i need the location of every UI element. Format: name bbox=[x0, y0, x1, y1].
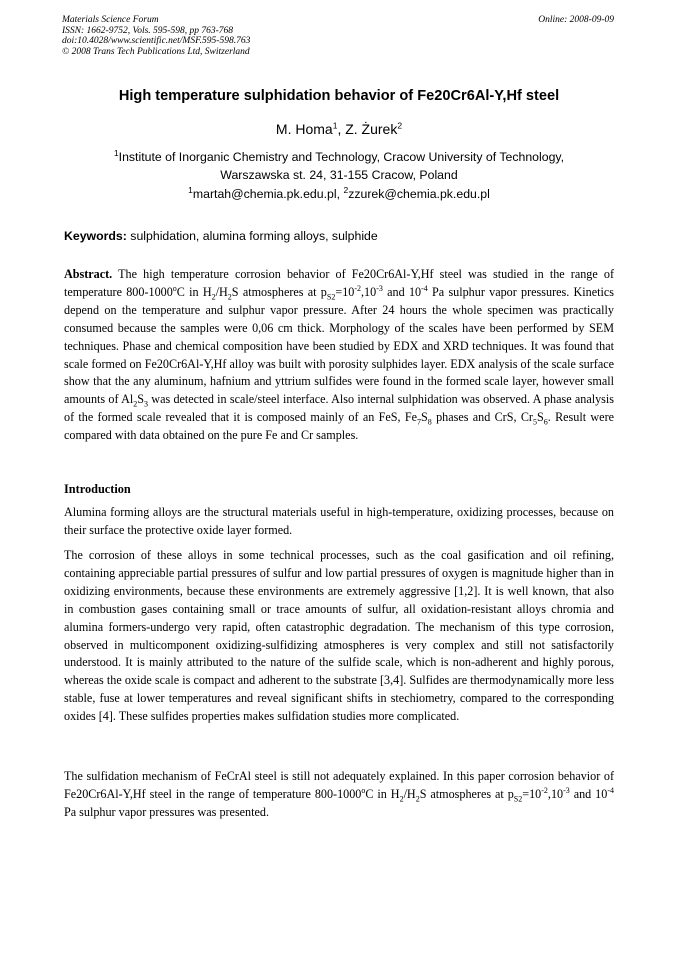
paper-title: High temperature sulphidation behavior of Fe20Cr6Al-Y,Hf steel bbox=[118, 88, 560, 104]
section-heading-introduction: Introduction bbox=[64, 482, 131, 496]
email-line bbox=[0, 184, 678, 201]
author-separator: , bbox=[337, 121, 346, 137]
author-list bbox=[0, 121, 678, 137]
paragraph-text: The sulfidation mechanism of FeCrAl steel is still not adequately explained. In this paper corrosion behavior of Fe20Cr6Al-Y,Hf steel in the range of temperature 800-1000 bbox=[64, 769, 614, 801]
subscript: 2 bbox=[415, 794, 420, 804]
abstract-text: . Result were compared with data obtained on the pure Fe and Cr samples. bbox=[64, 410, 614, 443]
abstract-text: =10 bbox=[335, 284, 355, 299]
abstract-label: Abstract. bbox=[64, 267, 113, 281]
abstract-text: S atmospheres at p bbox=[231, 284, 327, 299]
subscript: 6 bbox=[543, 417, 548, 427]
superscript: -3 bbox=[376, 283, 383, 293]
paragraph-text: C in H bbox=[365, 786, 400, 801]
email-address: martah@chemia.pk.edu.pl bbox=[192, 187, 337, 201]
paragraph-text: ,10 bbox=[547, 786, 564, 801]
abstract-text: C in H bbox=[176, 284, 212, 299]
email-mark: 1 bbox=[188, 184, 193, 195]
subscript: 2 bbox=[399, 794, 404, 804]
superscript: -3 bbox=[563, 785, 570, 795]
affiliation-address: Warszawska st. 24, 31-155 Cracow, Poland bbox=[220, 168, 458, 182]
affiliation bbox=[0, 148, 678, 184]
paragraph-text: /H bbox=[403, 786, 416, 801]
email-separator: , bbox=[336, 187, 344, 201]
affiliation-text: Institute of Inorganic Chemistry and Technology, Cracow University of Technology, bbox=[118, 150, 565, 164]
subscript: S2 bbox=[326, 292, 336, 302]
abstract-text: The high temperature corrosion behavior of Fe20Cr6Al-Y,Hf steel was studied in the range of temperature 800-1000 bbox=[64, 267, 614, 299]
keywords-text: sulphidation, alumina forming alloys, sulphide bbox=[126, 229, 378, 243]
abstract-text: was detected in scale/steel interface. Also internal sulphidation was observed. A phase analysis of the formed scale revealed that it is composed mainly of an FeS, Fe bbox=[64, 392, 614, 425]
subscript: 7 bbox=[417, 417, 421, 427]
copyright-line: © 2008 Trans Tech Publications Ltd, Switzerland bbox=[62, 46, 250, 57]
affiliation-mark: 1 bbox=[113, 147, 119, 158]
abstract-text: and 10 bbox=[382, 284, 422, 299]
keywords bbox=[64, 229, 614, 243]
intro-paragraph-3 bbox=[64, 768, 614, 822]
journal-name: Materials Science Forum bbox=[62, 15, 159, 25]
subscript: 2 bbox=[211, 292, 216, 302]
abstract-paragraph bbox=[64, 266, 614, 445]
paragraph-text: Pa sulphur vapor pressures was presented. bbox=[64, 804, 269, 819]
abstract-text: S bbox=[137, 392, 145, 407]
abstract-text: ,10 bbox=[361, 284, 377, 299]
doi-line: doi:10.4028/www.scientific.net/MSF.595-598.763 bbox=[62, 36, 251, 47]
paragraph-text: and 10 bbox=[569, 786, 608, 801]
abstract-text: /H bbox=[215, 284, 228, 299]
author-affiliation-mark: 2 bbox=[397, 120, 403, 131]
abstract-text: Pa sulphur vapor pressures. Kinetics depend on the temperature and sulphur vapor pressure. After 24 hours the whole specimen was practically consumed because the samples were 0,06 cm thick. Morphology of the scales have been performed by SEM techniques. Phase and chemical composition have been studied by EDX and XRD techniques. It was found that scale formed on Fe20Cr6Al-Y,Hf alloy was built with porosity sulphides layer. EDX analysis of the scale surface show that the any aluminum, hafnium and yttrium sulfides were found in the formed scale layer, however small amounts of Al bbox=[64, 284, 614, 407]
abstract-text: phases and CrS, Cr bbox=[431, 410, 533, 425]
author-affiliation-mark: 1 bbox=[332, 120, 338, 131]
paragraph-text: =10 bbox=[522, 786, 542, 801]
intro-paragraph-2: The corrosion of these alloys in some technical processes, such as the coal gasification and oil refining, containing appreciable partial pressures of sulfur and low partial pressures of oxygen is magnitude higher than in oxidizing environments, because these environments are extremely aggressive [1,2]. It is well known, that also in combustion gases containing small or trace amounts of sulfur, all oxidation-resistant alloys chromia and alumina formers-undergo very rapid, often catastrophic degradation. The mechanism of this type corrosion, observed in multicomponent oxidizing-sulfidizing atmospheres is very complex and still not satisfactorily understood. It is mainly attributed to the nature of the sulfide scale, which is non-adherent and highly porous, whereas the oxide scale is compact and adherent to the substrate [3,4]. Sulfides are thermodynamically more less stable, fuse at lower temperatures and reveal significant shifts in stechiometry, compared to the corresponding oxides [4]. These sulfides properties makes sulfidation studies more complicated. bbox=[64, 548, 614, 724]
subscript: 2 bbox=[133, 399, 138, 409]
subscript: 3 bbox=[144, 399, 149, 409]
superscript: o bbox=[172, 283, 177, 293]
keywords-label: Keywords: bbox=[64, 229, 127, 243]
superscript: -2 bbox=[354, 283, 362, 293]
subscript: 8 bbox=[427, 417, 432, 427]
superscript: o bbox=[361, 785, 366, 795]
author-name: M. Homa bbox=[275, 121, 333, 137]
abstract-text: S bbox=[536, 410, 544, 425]
online-date: Online: 2008-09-09 bbox=[538, 15, 614, 25]
subscript: S2 bbox=[513, 794, 523, 804]
issn-line: ISSN: 1662-9752, Vols. 595-598, pp 763-768 bbox=[62, 25, 233, 36]
superscript: -4 bbox=[421, 283, 428, 293]
subscript: 5 bbox=[532, 417, 537, 427]
abstract-text: S bbox=[421, 410, 428, 425]
affiliation-line bbox=[0, 148, 678, 166]
superscript: -2 bbox=[541, 785, 548, 795]
superscript: -4 bbox=[607, 785, 614, 795]
intro-paragraph-1: Alumina forming alloys are the structural materials useful in high-temperature, oxidizing processes, because on their surface the protective oxide layer formed. bbox=[64, 505, 614, 537]
author-name: Z. Żurek bbox=[345, 121, 398, 137]
subscript: 2 bbox=[227, 292, 232, 302]
paragraph-text: S atmospheres at p bbox=[419, 786, 514, 801]
email-address: zzurek@chemia.pk.edu.pl bbox=[348, 187, 490, 201]
email-mark: 2 bbox=[343, 184, 349, 195]
journal-header bbox=[62, 15, 614, 57]
